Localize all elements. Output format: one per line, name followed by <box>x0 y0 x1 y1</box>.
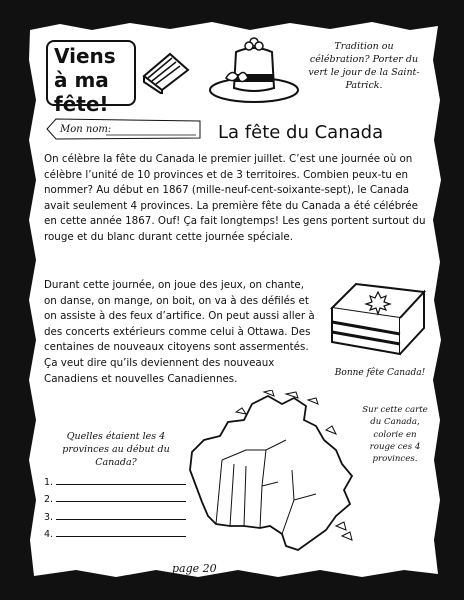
leprechaun-hat-icon <box>206 32 302 106</box>
cake-slice-icon <box>140 48 192 94</box>
answer-row[interactable]: 1. <box>44 470 186 488</box>
name-label: Mon nom: <box>60 124 112 135</box>
answer-row[interactable]: 2. <box>44 488 186 506</box>
paragraph-1: On célèbre la fête du Canada le premier juillet. C’est une journée où on célèbre l’unité de 10 provinces et de 3 territoires. Combien peux-tu en nommer? Au début en 1867 (mille-neuf-cent-soixante-sept), le Canada avait seulement 4 provinces. La première fête du Canada a été célébrée en cette année 1867. Ouf! Ça fait longtemps! Les gens portent surtout du rouge et du blanc durant cette journée spéciale. <box>44 153 426 243</box>
page-number: page 20 <box>172 562 217 575</box>
answer-row[interactable]: 4. <box>44 523 186 541</box>
cake-caption: Bonne fête Canada! <box>334 368 426 378</box>
page-heading: La fête du Canada <box>218 122 384 143</box>
paragraph-2: Durant cette journée, on joue des jeux, on chante, on danse, on mange, on boit, on va à des défilés et on assiste à des feux d’artifice. On peut aussi aller à des concerts extérieurs comme celui à Ottawa. Des centaines de nouveaux citoyens sont assermentés. Ça veut dire qu’ils deviennent des nouveaux Canadiens et nouvelles Canadiennes. <box>44 279 315 385</box>
answer-list <box>44 470 186 540</box>
map-instruction: Sur cette carte du Canada, colorie en rouge ces 4 provinces. <box>362 405 428 465</box>
canada-cake-icon <box>326 278 430 362</box>
canada-map[interactable] <box>186 390 358 562</box>
question-text: Quelles étaient les 4 provinces au début du Canada? <box>62 431 170 468</box>
party-title: Viens à ma fête! <box>54 44 116 116</box>
answer-row[interactable]: 3. <box>44 505 186 523</box>
tradition-note: Tradition ou célébration? Porter du vert le jour de la Saint-Patrick. <box>308 41 420 91</box>
